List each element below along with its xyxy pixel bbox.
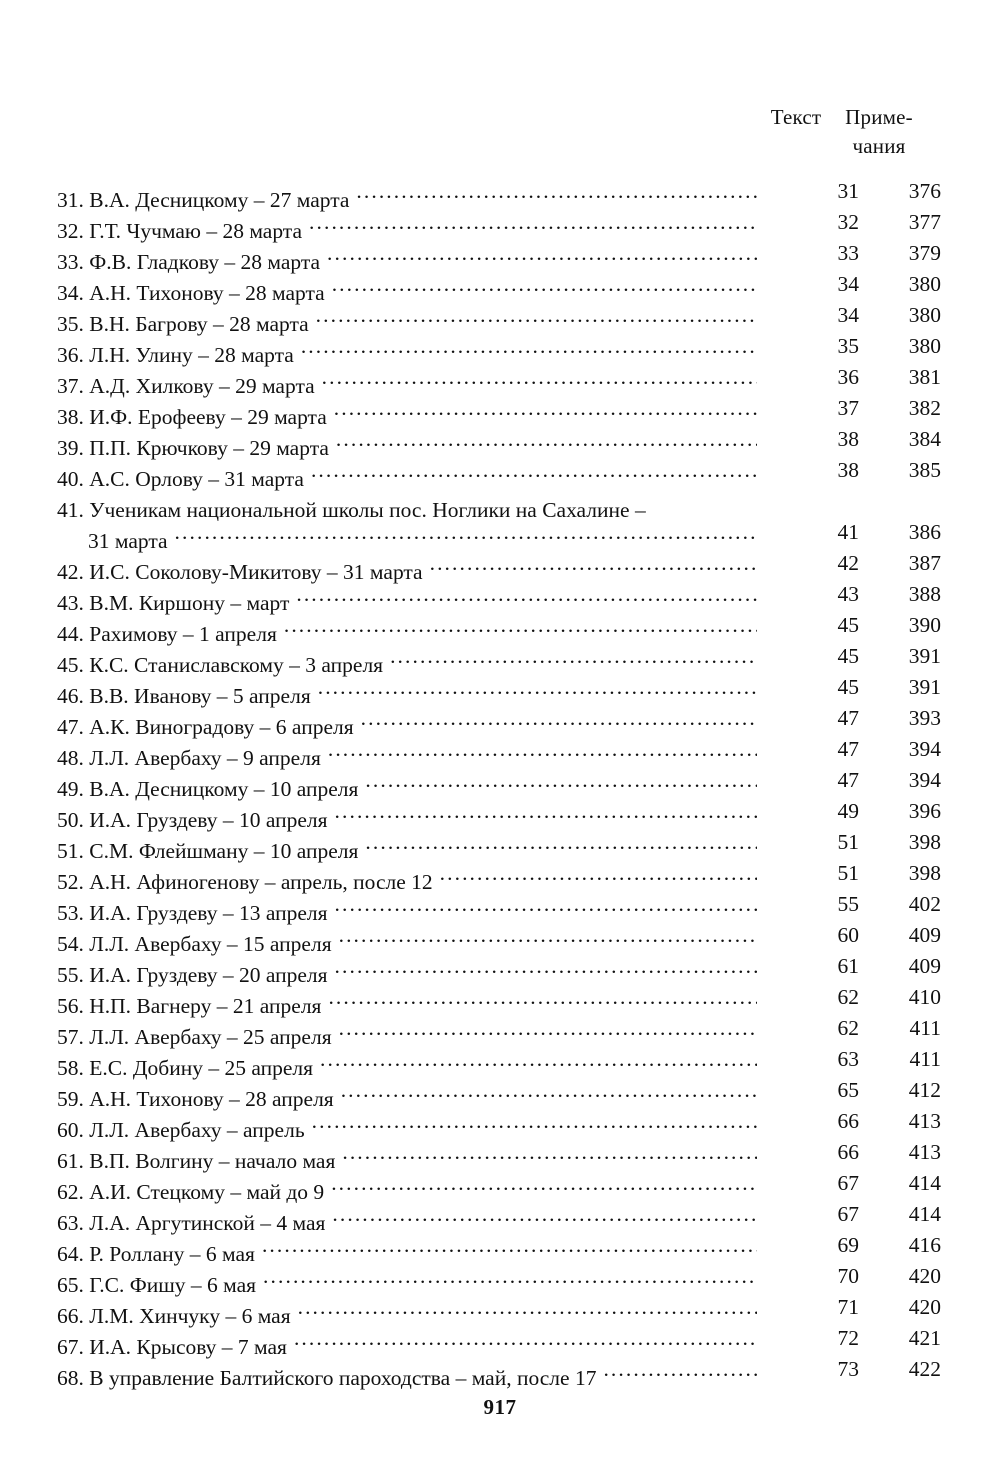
toc-row	[57, 1106, 941, 1142]
dot-leader	[296, 579, 757, 610]
toc-row	[57, 269, 941, 305]
toc-text-page: 49	[837, 799, 859, 823]
toc-entry[interactable]	[57, 951, 757, 987]
toc-text-page: 37	[837, 396, 859, 420]
toc-notes-page: 391	[908, 675, 941, 699]
toc-row	[57, 548, 941, 584]
dot-leader	[284, 610, 757, 641]
toc-row	[57, 393, 941, 429]
toc-text-page: 47	[837, 768, 859, 792]
toc-entry-label: 46. В.В. Иванову – 5 апреля	[57, 684, 311, 708]
toc-row	[57, 455, 941, 491]
toc-notes-page: 377	[908, 210, 941, 234]
toc-entry[interactable]	[57, 1199, 757, 1235]
toc-notes-page: 414	[908, 1202, 941, 1226]
toc-entry-label: 33. Ф.В. Гладкову – 28 марта	[57, 250, 321, 274]
toc-text-page: 51	[837, 830, 859, 854]
toc-notes-page: 387	[908, 551, 941, 575]
toc-row	[57, 982, 941, 1018]
toc-entry-label: 38. И.Ф. Ерофееву – 29 марта	[57, 405, 327, 429]
toc-text-page: 73	[837, 1357, 859, 1381]
toc-entry[interactable]	[57, 858, 757, 894]
toc-entry-label: 35. В.Н. Багрову – 28 марта	[57, 312, 309, 336]
toc-text-page: 67	[837, 1171, 859, 1195]
dot-leader	[334, 393, 757, 424]
toc-entry[interactable]	[57, 176, 757, 212]
dot-leader	[331, 1168, 757, 1199]
toc-entry[interactable]	[57, 1323, 757, 1359]
toc-text-page: 42	[837, 551, 859, 575]
toc-entry-label: 62. А.И. Стецкому – май до 9	[57, 1180, 325, 1204]
toc-entry[interactable]	[57, 579, 757, 615]
dot-leader	[335, 889, 757, 920]
toc-row	[57, 207, 941, 243]
toc-entry-label: 64. Р. Роллану – 6 мая	[57, 1242, 255, 1266]
dot-leader	[365, 765, 757, 796]
dot-leader	[339, 920, 757, 951]
dot-leader	[311, 455, 757, 486]
toc-row	[57, 951, 941, 987]
toc-row	[57, 517, 941, 553]
toc-text-page: 33	[837, 241, 859, 265]
toc-notes-page: 388	[908, 582, 941, 606]
toc-entry-label: 43. В.М. Киршону – март	[57, 591, 290, 615]
toc-row	[57, 1261, 941, 1297]
table-of-contents	[57, 176, 941, 1390]
toc-entry[interactable]	[57, 672, 757, 708]
column-header-text: Текст	[770, 105, 822, 129]
dot-leader	[335, 796, 757, 827]
dot-leader	[336, 424, 757, 455]
dot-leader	[341, 1075, 757, 1106]
toc-notes-page: 391	[908, 644, 941, 668]
toc-entry[interactable]	[57, 1013, 757, 1049]
toc-row	[57, 424, 941, 460]
toc-text-page: 36	[837, 365, 859, 389]
page-number: 917	[483, 1395, 517, 1419]
toc-row	[57, 1137, 941, 1173]
toc-entry-label: 51. С.М. Флейшману – 10 апреля	[57, 839, 359, 863]
toc-notes-page: 382	[908, 396, 941, 420]
toc-entry[interactable]	[57, 1075, 757, 1111]
toc-notes-page: 393	[908, 706, 941, 730]
toc-text-page: 65	[837, 1078, 859, 1102]
toc-text-page: 38	[837, 427, 859, 451]
toc-entry[interactable]	[57, 734, 757, 770]
toc-text-page: 61	[837, 954, 859, 978]
toc-row	[57, 734, 941, 770]
toc-row	[57, 1354, 941, 1390]
dot-leader	[603, 1354, 757, 1385]
toc-row	[57, 1199, 941, 1235]
toc-text-page: 35	[837, 334, 859, 358]
toc-text-page: 63	[837, 1047, 859, 1071]
dot-leader	[312, 1106, 757, 1137]
toc-entry[interactable]	[57, 1292, 757, 1328]
toc-row	[57, 672, 941, 708]
toc-notes-page: 409	[908, 923, 941, 947]
toc-entry[interactable]	[57, 1106, 757, 1142]
toc-entry[interactable]	[57, 703, 757, 739]
toc-row	[57, 1230, 941, 1266]
dot-leader	[301, 331, 757, 362]
toc-entry-label: 66. Л.М. Хинчуку – 6 мая	[57, 1304, 291, 1328]
toc-row	[57, 1292, 941, 1328]
toc-row	[57, 827, 941, 863]
toc-notes-page: 421	[908, 1326, 941, 1350]
toc-notes-page: 380	[908, 303, 941, 327]
toc-entry[interactable]	[57, 796, 757, 832]
toc-entry[interactable]	[57, 269, 757, 305]
dot-leader	[430, 548, 757, 579]
toc-entry-label: 49. В.А. Десницкому – 10 апреля	[57, 777, 359, 801]
toc-entry-label: 50. И.А. Груздеву – 10 апреля	[57, 808, 328, 832]
toc-entry[interactable]	[57, 362, 757, 398]
toc-entry[interactable]	[57, 1168, 757, 1204]
dot-leader	[365, 827, 757, 858]
toc-notes-page: 386	[908, 520, 941, 544]
toc-notes-page: 420	[908, 1264, 941, 1288]
toc-row	[57, 1075, 941, 1111]
toc-notes-page: 398	[908, 861, 941, 885]
toc-notes-page: 422	[908, 1357, 941, 1381]
toc-entry-label: 60. Л.Л. Авербаху – апрель	[57, 1118, 305, 1142]
dot-leader	[328, 982, 757, 1013]
toc-entry-label: 52. А.Н. Афиногенову – апрель, после 12	[57, 870, 433, 894]
toc-entry-label: 44. Рахимову – 1 апреля	[57, 622, 277, 646]
toc-notes-page: 402	[908, 892, 941, 916]
dot-leader	[318, 672, 757, 703]
dot-leader	[356, 176, 757, 207]
toc-entry[interactable]	[57, 486, 757, 522]
toc-text-page: 66	[837, 1140, 859, 1164]
toc-row	[57, 889, 941, 925]
toc-entry[interactable]	[57, 889, 757, 925]
toc-notes-page: 396	[908, 799, 941, 823]
toc-notes-page: 410	[908, 985, 941, 1009]
toc-entry[interactable]	[57, 393, 757, 429]
toc-entry-label: 65. Г.С. Фишу – 6 мая	[57, 1273, 257, 1297]
dot-leader	[339, 1013, 757, 1044]
toc-entry-label: 37. А.Д. Хилкову – 29 марта	[57, 374, 315, 398]
dot-leader	[294, 1323, 757, 1354]
toc-row	[57, 1323, 941, 1359]
dot-leader	[316, 300, 757, 331]
toc-text-page: 47	[837, 706, 859, 730]
column-header-notes-line2: чания	[852, 134, 906, 158]
dot-leader	[327, 238, 757, 269]
dot-leader	[298, 1292, 757, 1323]
toc-entry-label: 36. Л.Н. Улину – 28 марта	[57, 343, 294, 367]
toc-entry[interactable]	[57, 517, 757, 553]
dot-leader	[653, 486, 757, 517]
toc-row	[57, 300, 941, 336]
toc-text-page: 60	[837, 923, 859, 947]
toc-entry-label: 61. В.П. Волгину – начало мая	[57, 1149, 336, 1173]
dot-leader	[320, 1044, 757, 1075]
toc-notes-page: 379	[908, 241, 941, 265]
toc-row	[57, 238, 941, 274]
toc-row	[57, 920, 941, 956]
toc-notes-page: 394	[908, 768, 941, 792]
toc-notes-page: 380	[908, 272, 941, 296]
toc-row	[57, 1013, 941, 1049]
toc-text-page: 32	[837, 210, 859, 234]
toc-entry-label: 54. Л.Л. Авербаху – 15 апреля	[57, 932, 332, 956]
toc-notes-page: 390	[908, 613, 941, 637]
toc-notes-page: 384	[908, 427, 941, 451]
toc-entry[interactable]	[57, 1354, 757, 1390]
toc-text-page: 47	[837, 737, 859, 761]
dot-leader	[361, 703, 757, 734]
toc-entry-label: 56. Н.П. Вагнеру – 21 апреля	[57, 994, 322, 1018]
toc-notes-page: 376	[908, 179, 941, 203]
toc-entry-label: 57. Л.Л. Авербаху – 25 апреля	[57, 1025, 332, 1049]
dot-leader	[175, 517, 757, 548]
toc-entry[interactable]	[57, 641, 757, 677]
toc-entry[interactable]	[57, 331, 757, 367]
toc-entry[interactable]	[57, 207, 757, 243]
toc-row	[57, 858, 941, 894]
dot-leader	[262, 1230, 757, 1261]
toc-text-page: 43	[837, 582, 859, 606]
toc-entry[interactable]	[57, 238, 757, 274]
toc-entry[interactable]	[57, 765, 757, 801]
toc-text-page: 55	[837, 892, 859, 916]
toc-entry-label: 59. А.Н. Тихонову – 28 апреля	[57, 1087, 334, 1111]
toc-notes-page: 394	[908, 737, 941, 761]
toc-text-page: 51	[837, 861, 859, 885]
toc-row	[57, 176, 941, 212]
dot-leader	[440, 858, 757, 889]
toc-notes-page: 381	[908, 365, 941, 389]
toc-entry[interactable]	[57, 300, 757, 336]
toc-entry[interactable]	[57, 920, 757, 956]
toc-text-page: 41	[837, 520, 859, 544]
toc-entry-label: 31. В.А. Десницкому – 27 марта	[57, 188, 350, 212]
dot-leader	[390, 641, 757, 672]
toc-notes-page: 413	[908, 1140, 941, 1164]
dot-leader	[328, 734, 757, 765]
toc-entry[interactable]	[57, 982, 757, 1018]
toc-text-page: 62	[837, 1016, 859, 1040]
toc-text-page: 70	[837, 1264, 859, 1288]
toc-text-page: 45	[837, 644, 859, 668]
toc-entry-label: 68. В управление Балтийского пароходства – май, после 17	[57, 1366, 597, 1390]
toc-row	[57, 641, 941, 677]
dot-leader	[263, 1261, 757, 1292]
toc-entry[interactable]	[57, 548, 757, 584]
toc-row	[57, 610, 941, 646]
toc-row	[57, 331, 941, 367]
toc-notes-page: 413	[908, 1109, 941, 1133]
toc-row	[57, 1044, 941, 1080]
toc-notes-page: 414	[908, 1171, 941, 1195]
toc-entry-label: 41. Ученикам национальной школы пос. Ноглики на Сахалине –	[57, 498, 646, 522]
toc-notes-page: 411	[909, 1016, 941, 1040]
toc-row	[57, 796, 941, 832]
dot-leader	[309, 207, 757, 238]
toc-entry[interactable]	[57, 1137, 757, 1173]
toc-text-page: 69	[837, 1233, 859, 1257]
toc-entry[interactable]	[57, 424, 757, 460]
toc-text-page: 72	[837, 1326, 859, 1350]
toc-entry[interactable]	[57, 610, 757, 646]
dot-leader	[332, 1199, 757, 1230]
toc-notes-page: 416	[908, 1233, 941, 1257]
toc-entry-label: 63. Л.А. Аргутинской – 4 мая	[57, 1211, 326, 1235]
toc-entry[interactable]	[57, 827, 757, 863]
toc-notes-page: 385	[908, 458, 941, 482]
toc-text-page: 38	[837, 458, 859, 482]
toc-entry[interactable]	[57, 1261, 757, 1297]
toc-entry[interactable]	[57, 1044, 757, 1080]
toc-entry[interactable]	[57, 455, 757, 491]
toc-notes-page: 412	[908, 1078, 941, 1102]
toc-text-page: 31	[837, 179, 859, 203]
toc-entry-label: 32. Г.Т. Чучмаю – 28 марта	[57, 219, 303, 243]
toc-row	[57, 1168, 941, 1204]
toc-notes-page: 398	[908, 830, 941, 854]
toc-text-page: 34	[837, 303, 859, 327]
toc-entry-label: 42. И.С. Соколову-Микитову – 31 марта	[57, 560, 423, 584]
toc-notes-page: 411	[909, 1047, 941, 1071]
toc-entry-label: 45. К.С. Станиславскому – 3 апреля	[57, 653, 384, 677]
toc-entry[interactable]	[57, 1230, 757, 1266]
toc-text-page: 66	[837, 1109, 859, 1133]
dot-leader	[322, 362, 757, 393]
toc-row	[57, 486, 937, 522]
column-headers	[745, 104, 920, 164]
dot-leader	[342, 1137, 757, 1168]
toc-row	[57, 703, 941, 739]
toc-entry-label: 53. И.А. Груздеву – 13 апреля	[57, 901, 328, 925]
toc-entry-label: 47. А.К. Виноградову – 6 апреля	[57, 715, 354, 739]
dot-leader	[335, 951, 757, 982]
toc-text-page: 45	[837, 675, 859, 699]
toc-entry-label: 55. И.А. Груздеву – 20 апреля	[57, 963, 328, 987]
dot-leader	[332, 269, 757, 300]
toc-entry-label: 31 марта	[88, 529, 168, 553]
toc-row	[57, 362, 941, 398]
toc-text-page: 34	[837, 272, 859, 296]
toc-row	[57, 579, 941, 615]
toc-notes-page: 420	[908, 1295, 941, 1319]
toc-entry-label: 67. И.А. Крысову – 7 мая	[57, 1335, 287, 1359]
toc-entry-label: 39. П.П. Крючкову – 29 марта	[57, 436, 329, 460]
toc-entry-label: 48. Л.Л. Авербаху – 9 апреля	[57, 746, 321, 770]
toc-notes-page: 380	[908, 334, 941, 358]
toc-text-page: 45	[837, 613, 859, 637]
toc-entry-label: 40. А.С. Орлову – 31 марта	[57, 467, 304, 491]
toc-entry-label: 34. А.Н. Тихонову – 28 марта	[57, 281, 325, 305]
column-header-notes-line1: Приме-	[845, 105, 913, 129]
toc-row	[57, 765, 941, 801]
toc-text-page: 67	[837, 1202, 859, 1226]
toc-text-page: 62	[837, 985, 859, 1009]
toc-text-page: 71	[837, 1295, 859, 1319]
toc-entry-label: 58. Е.С. Добину – 25 апреля	[57, 1056, 314, 1080]
toc-notes-page: 409	[908, 954, 941, 978]
